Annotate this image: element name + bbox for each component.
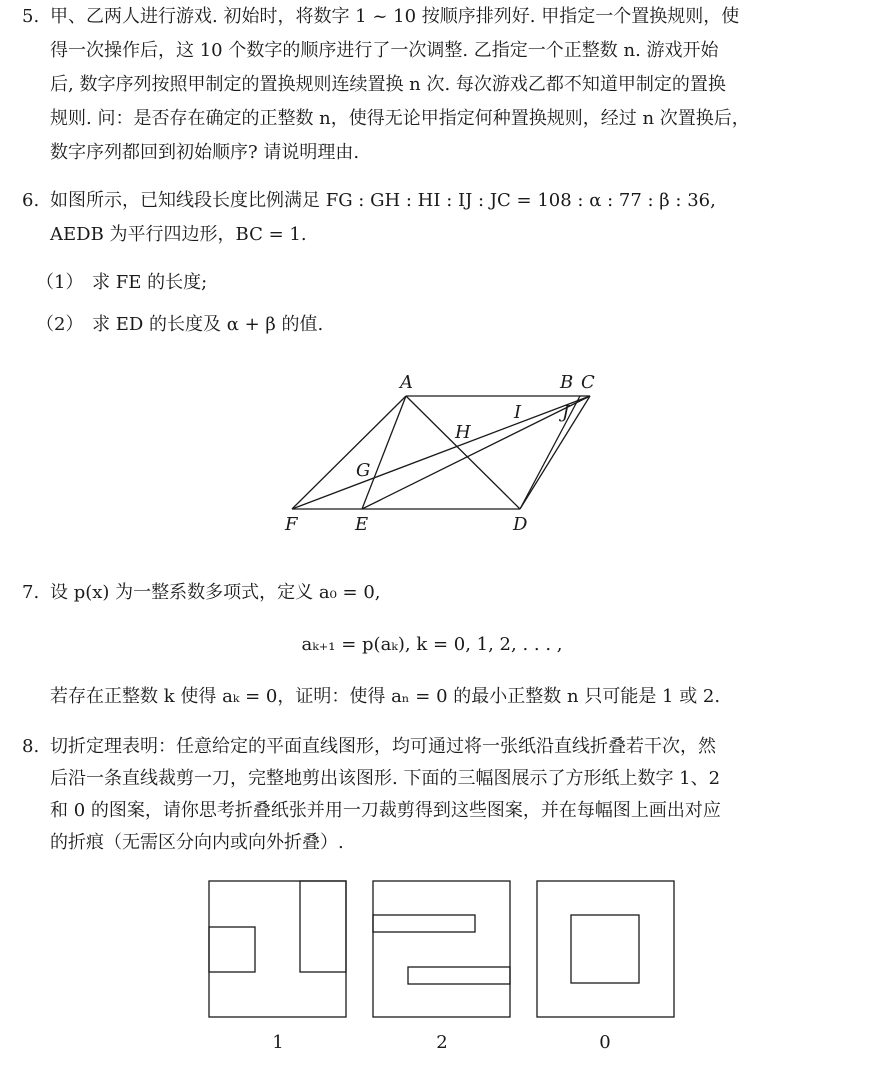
segment-BD [520,396,580,509]
problem-text-line: 和 0 的图案，请你思考折叠纸张并用一刀裁剪得到这些图案，并在每幅图上画出对应 [50,800,721,821]
digit-2-top-bar [373,915,475,932]
problem-number: 8. [22,736,40,757]
problem-text-line: 得一次操作后，这 10 个数字的顺序进行了一次调整. 乙指定一个正整数 n. 游戏开始 [50,40,719,61]
digit-1-left-notch [209,927,255,972]
problem-number: 5. [22,6,40,27]
point-label-J: J [562,402,570,423]
sub-question-text: 求 ED 的长度及 α + β 的值. [92,314,324,335]
digit-1-stem [300,881,346,972]
figure-label-1: 1 [272,1032,284,1053]
point-label-I: I [514,402,522,423]
recurrence-formula: aₖ₊₁ = p(aₖ), k = 0, 1, 2, . . . , [301,634,563,655]
sub-question-text: 求 FE 的长度; [92,272,208,293]
digit-0-inner-square [571,915,639,983]
paper-square-1 [209,881,346,1017]
segment-EC [362,396,590,509]
segment-FC [292,396,590,509]
point-label-E: E [355,514,369,535]
problem-number: 7. [22,582,40,603]
segment-AF [292,396,406,509]
problem-text-line: 切折定理表明：任意给定的平面直线图形，均可通过将一张纸沿直线折叠若干次，然 [50,736,716,757]
point-label-D: D [513,514,528,535]
problem-text-line: AEDB 为平行四边形，BC = 1. [50,224,307,245]
problem-text-line: 若存在正整数 k 使得 aₖ = 0，证明：使得 aₙ = 0 的最小正整数 n 只可能是 1 或 2. [50,686,721,707]
problem-text-line: 后, 数字序列按照甲制定的置换规则连续置换 n 次. 每次游戏乙都不知道甲制定的置换 [50,74,726,95]
problem-text-line: 甲、乙两人进行游戏. 初始时，将数字 1 ~ 10 按顺序排列好. 甲指定一个置换规则，使 [50,6,740,27]
point-label-C: C [581,372,595,393]
point-label-G: G [356,460,371,481]
fold-cut-figures [0,870,872,1070]
sub-question-tag: （2） [36,314,84,335]
sub-question-tag: （1） [36,272,84,293]
point-label-A: A [400,372,413,393]
figure-label-0: 0 [599,1032,611,1053]
sub-question-2 [36,314,323,336]
point-label-B: B [560,372,574,393]
problem-text-line: 规则. 问：是否存在确定的正整数 n，使得无论甲指定何种置换规则，经过 n 次置换后， [50,108,750,129]
paper-square-2 [373,881,510,1017]
problem-text-line: 数字序列都回到初始顺序? 请说明理由. [50,142,360,163]
paper-square-0 [537,881,674,1017]
digit-2-bottom-bar [408,967,510,984]
segment-AD [406,396,520,509]
problem-text-line: 的折痕（无需区分向内或向外折叠）. [50,832,344,853]
problem-text-line: 后沿一条直线裁剪一刀，完整地剪出该图形. 下面的三幅图展示了方形纸上数字 1、2 [50,768,721,789]
problem-text-line: 如图所示，已知线段长度比例满足 FG : GH : HI : IJ : JC = 108 : α : 77 : β : 36, [50,190,716,211]
segment-AE [362,396,406,509]
figure-label-2: 2 [436,1032,448,1053]
problem-text-line: 设 p(x) 为一整系数多项式，定义 a₀ = 0, [50,582,381,603]
problem-number: 6. [22,190,40,211]
point-label-H: H [455,422,471,443]
point-label-F: F [285,514,298,535]
sub-question-1 [36,272,207,294]
geometry-figure [0,360,872,540]
